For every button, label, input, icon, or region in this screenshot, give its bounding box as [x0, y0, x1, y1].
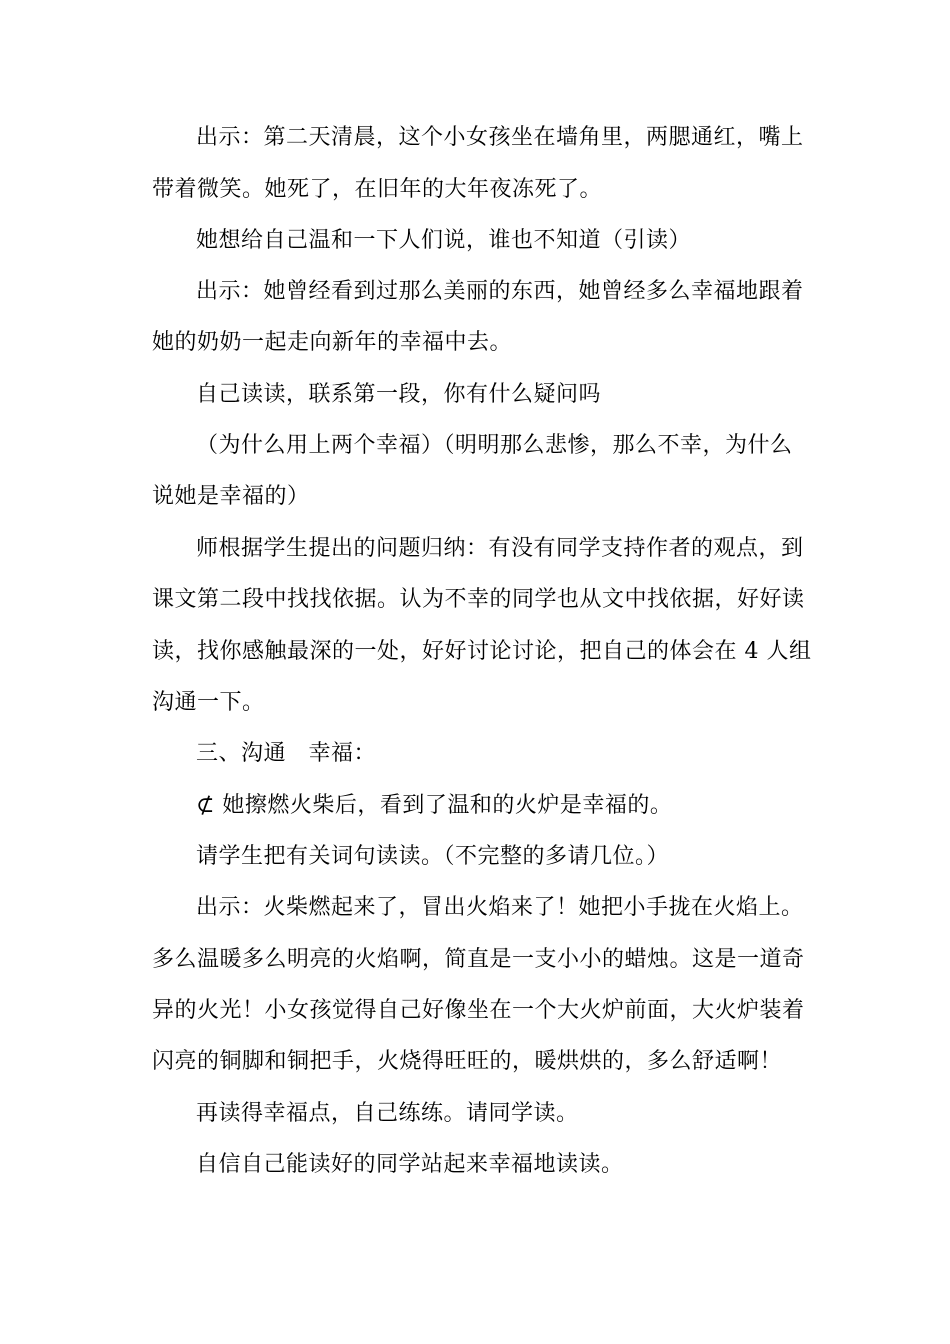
text-line: 说她是幸福的） [152, 484, 310, 509]
text-line: 自己读读，联系第一段，你有什么疑问吗 [196, 382, 602, 407]
text-line: 带着微笑。她死了，在旧年的大年夜冻死了。 [152, 177, 603, 202]
text-line: 再读得幸福点，自己练练。请同学读。 [196, 1101, 579, 1126]
text-line: ⊄ 她擦燃火柴后，看到了温和的火炉是幸福的。 [196, 793, 673, 818]
text-line: 三、沟通 幸福： [196, 741, 377, 766]
text-line: 多么温暖多么明亮的火焰啊，简直是一支小小的蜡烛。这是一道奇 [152, 947, 805, 972]
text-line: 自信自己能读好的同学站起来幸福地读读。 [196, 1152, 624, 1177]
text-line: 出示：她曾经看到过那么美丽的东西，她曾经多么幸福地跟着 [196, 279, 804, 304]
text-line: 她的奶奶一起走向新年的幸福中去。 [152, 330, 513, 355]
text-line: 出示：火柴燃起来了，冒出火焰来了！她把小手拢在火焰上。 [196, 895, 804, 920]
text-line: 课文第二段中找找依据。认为不幸的同学也从文中找依据，好好读 [152, 587, 805, 612]
text-line: 异的火光！小女孩觉得自己好像坐在一个大火炉前面，大火炉装着 [152, 998, 805, 1023]
text-line: 闪亮的铜脚和铜把手，火烧得旺旺的，暖烘烘的，多么舒适啊！ [152, 1049, 783, 1074]
text-line: 请学生把有关词句读读。（不完整的多请几位。） [196, 844, 670, 869]
text-line: 读，找你感触最深的一处，好好讨论讨论，把自己的体会在 4 人组 [152, 639, 812, 664]
text-line: 师根据学生提出的问题归纳：有没有同学支持作者的观点，到 [196, 536, 804, 561]
text-line: 沟通一下。 [152, 690, 265, 715]
text-line: （为什么用上两个幸福）（明明那么悲惨，那么不幸，为什么 [196, 433, 793, 458]
text-line: 她想给自己温和一下人们说，谁也不知道（引读） [196, 228, 692, 253]
text-line: 出示：第二天清晨，这个小女孩坐在墙角里，两腮通红，嘴上 [196, 125, 804, 150]
